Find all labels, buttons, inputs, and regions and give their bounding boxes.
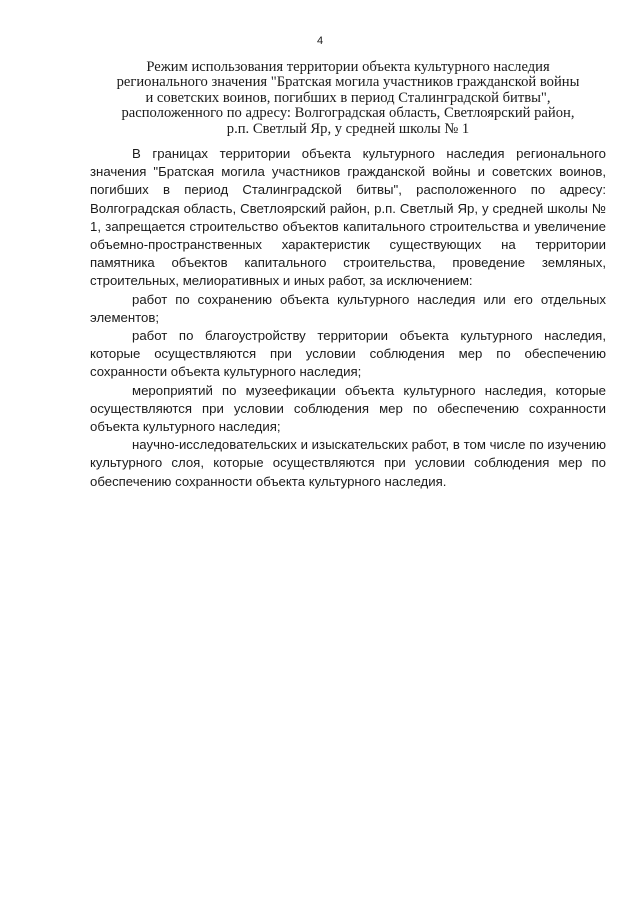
intro-paragraph: В границах территории объекта культурного наследия регионального значения "Братская могила участников гражданской войны и советских воинов, погибших в период Сталинградской битвы", расположенного по адресу: Волгоградская область, Светлоярский район, р.п. Светлый Яр, у средней школы № 1, запрещается строительство объектов капитального строительства и увеличение объемно-пространственных характеристик существующих на территории памятника объектов капитального строительства, проведение земляных, строительных, мелиоративных и иных работ, за исключением: [90, 146, 606, 289]
document-body [90, 145, 606, 491]
exception-item: научно-исследовательских и изыскательских работ, в том числе по изучению культурного слоя, которые осуществляются при условии соблюдения мер по обеспечению сохранности объекта культурного наследия. [90, 437, 606, 489]
exception-item: работ по сохранению объекта культурного наследия или его отдельных элементов; [90, 291, 606, 325]
exception-item: мероприятий по музеефикации объекта культурного наследия, которые осуществляются при условии соблюдения мер по обеспечению сохранности объекта культурного наследия; [90, 382, 606, 435]
exception-item: работ по благоустройству территории объекта культурного наследия, которые осуществляются при условии соблюдения мер по обеспечению сохранности объекта культурного наследия; [90, 328, 606, 380]
title-line: регионального значения "Братская могила участников гражданской войны [116, 74, 580, 91]
title-line: Режим использования территории объекта культурного наследия [146, 59, 550, 75]
title-line: р.п. Светлый Яр, у средней школы № 1 [226, 120, 470, 137]
page-number: 4 [316, 35, 324, 47]
title-line: расположенного по адресу: Волгоградская область, Светлоярский район, [121, 105, 575, 122]
title-line: и советских воинов, погибших в период Сталинградской битвы", [145, 89, 551, 106]
document-title [90, 60, 606, 137]
